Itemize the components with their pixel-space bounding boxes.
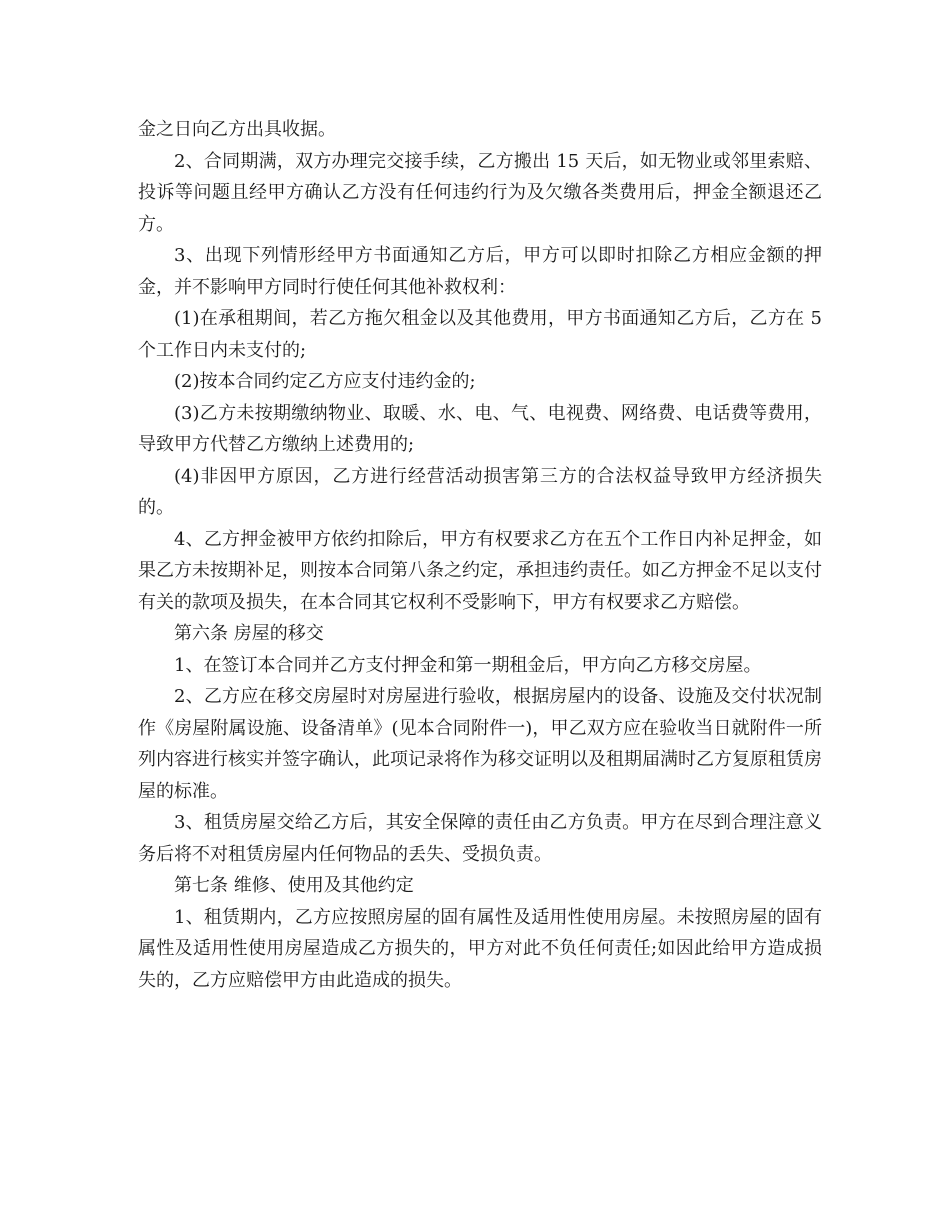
paragraph-item-2: (2)按本合同约定乙方应支付违约金的; bbox=[174, 371, 476, 392]
paragraph-article-6-clause-3: 3、租赁房屋交给乙方后，其安全保障的责任由乙方负责。甲方在尽到合理注意义务后将不对租赁房屋内任何物品的丢失、受损负责。 bbox=[138, 812, 822, 865]
paragraph-continuation: 金之日向乙方出具收据。 bbox=[138, 119, 336, 140]
paragraph-article-7-clause-1: 1、租赁期内，乙方应按照房屋的固有属性及适用性使用房屋。未按照房屋的固有属性及适用性使用房屋造成乙方损失的，甲方对此不负任何责任;如因此给甲方造成损失的，乙方应赔偿甲方由此造成的损失。 bbox=[138, 906, 822, 991]
paragraph-clause-3: 3、出现下列情形经甲方书面通知乙方后，甲方可以即时扣除乙方相应金额的押金，并不影响甲方同时行使任何其他补救权利： bbox=[138, 245, 822, 298]
paragraph-item-3: (3)乙方未按期缴纳物业、取暖、水、电、气、电视费、网络费、电话费等费用，导致甲方代替乙方缴纳上述费用的; bbox=[138, 402, 822, 455]
document-body bbox=[138, 114, 822, 996]
paragraph-article-6-clause-1: 1、在签订本合同并乙方支付押金和第一期租金后，甲方向乙方移交房屋。 bbox=[174, 654, 762, 676]
paragraph-item-4: (4)非因甲方原因，乙方进行经营活动损害第三方的合法权益导致甲方经济损失的。 bbox=[138, 465, 822, 518]
section-heading-article-7: 第七条 维修、使用及其他约定 bbox=[174, 875, 414, 896]
paragraph-clause-2: 2、合同期满，双方办理完交接手续，乙方搬出 15 天后，如无物业或邻里索赔、投诉等问题且经甲方确认乙方没有任何违约行为及欠缴各类费用后，押金全额退还乙方。 bbox=[138, 150, 822, 235]
section-heading-article-6: 第六条 房屋的移交 bbox=[174, 623, 324, 644]
paragraph-item-1: (1)在承租期间，若乙方拖欠租金以及其他费用，甲方书面通知乙方后，乙方在 5 个工作日内未支付的; bbox=[138, 308, 822, 361]
paragraph-clause-4: 4、乙方押金被甲方依约扣除后，甲方有权要求乙方在五个工作日内补足押金，如果乙方未按期补足，则按本合同第八条之约定，承担违约责任。如乙方押金不足以支付有关的款项及损失，在本合同其它权利不受影响下，甲方有权要求乙方赔偿。 bbox=[138, 528, 822, 613]
paragraph-article-6-clause-2: 2、乙方应在移交房屋时对房屋进行验收，根据房屋内的设备、设施及交付状况制作《房屋附属设施、设备清单》(见本合同附件一)，甲乙双方应在验收当日就附件一所列内容进行核实并签字确认，此项记录将作为移交证明以及租期届满时乙方复原租赁房屋的标准。 bbox=[138, 686, 822, 802]
